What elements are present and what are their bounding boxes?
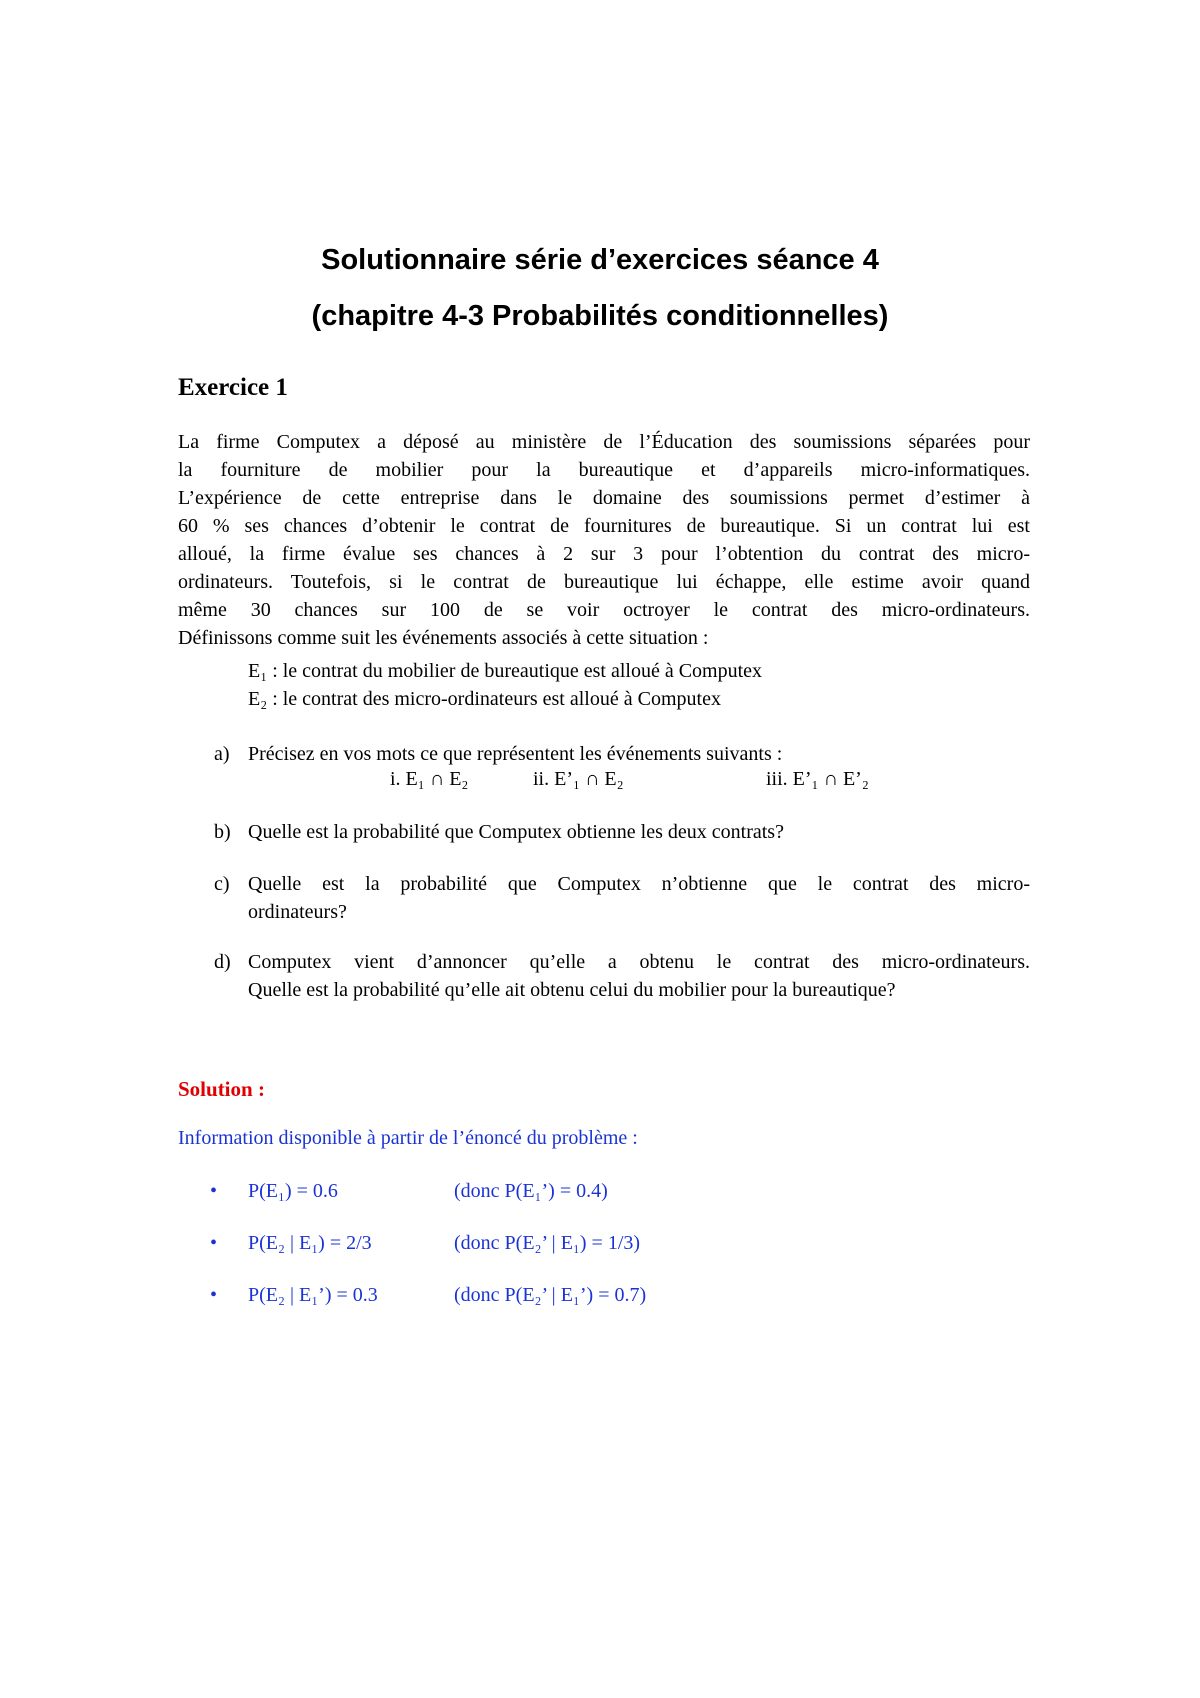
statement-line: alloué, la firme évalue ses chances à 2 sur 3 pour l’obtention du contrat des micro- [178,543,1030,565]
bullet-icon: • [210,1180,218,1202]
question-text [248,870,1030,926]
solution-heading: Solution : [178,1077,265,1101]
bullet-icon: • [210,1284,218,1306]
sub-item-ii: ii. E’₁ ∩ E₂ [533,768,624,790]
statement-line: la fourniture de mobilier pour la bureautique et d’appareils micro-informatiques. [178,459,1030,481]
page-subtitle: (chapitre 4-3 Probabilités conditionnelles) [311,300,889,332]
question-text: Précisez en vos mots ce que représentent les événements suivants : [248,743,783,765]
event-definition-e1: E₁ : le contrat du mobilier de bureautique est alloué à Computex [248,660,763,682]
derived-probability: (donc P(E₁’) = 0.4) [454,1180,608,1202]
sub-item-i: i. E₁ ∩ E₂ [390,768,469,790]
derived-probability: (donc P(E₂’ | E₁’) = 0.7) [454,1284,647,1306]
info-heading: Information disponible à partir de l’énoncé du problème : [178,1127,638,1149]
page-title: Solutionnaire série d’exercices séance 4 [321,244,879,276]
given-probability: P(E₂ | E₁’) = 0.3 [248,1284,378,1306]
question-line: Quelle est la probabilité qu’elle ait obtenu celui du mobilier pour la bureautique? [248,979,896,1001]
bullet-icon: • [210,1232,218,1254]
statement-line: ordinateurs. Toutefois, si le contrat de bureautique lui échappe, elle estime avoir quand [178,571,1030,593]
question-line: Quelle est la probabilité que Computex n’obtienne que le contrat des micro- [248,873,1030,895]
question-text: Quelle est la probabilité que Computex obtienne les deux contrats? [248,821,784,843]
exercise-heading: Exercice 1 [178,374,288,401]
question-label: d) [214,951,231,973]
question-label: a) [214,743,230,765]
question-label: c) [214,873,230,895]
derived-probability: (donc P(E₂’ | E₁) = 1/3) [454,1232,641,1254]
question-label: b) [214,821,231,843]
statement-line: 60 % ses chances d’obtenir le contrat de fournitures de bureautique. Si un contrat lui est [178,515,1030,537]
statement-line: La firme Computex a déposé au ministère de l’Éducation des soumissions séparées pour [178,431,1030,453]
exercise-statement [178,428,1030,652]
sub-item-iii: iii. E’₁ ∩ E’₂ [766,768,869,790]
question-text [248,948,1030,1004]
statement-line: même 30 chances sur 100 de se voir octroyer le contrat des micro-ordinateurs. [178,599,1030,621]
question-line: ordinateurs? [248,901,347,923]
statement-line: L’expérience de cette entreprise dans le domaine des soumissions permet d’estimer à [178,487,1030,509]
given-probability: P(E₂ | E₁) = 2/3 [248,1232,372,1254]
statement-line: Définissons comme suit les événements associés à cette situation : [178,627,709,649]
given-probability: P(E₁) = 0.6 [248,1180,338,1202]
question-line: Computex vient d’annoncer qu’elle a obtenu le contrat des micro-ordinateurs. [248,951,1030,973]
event-definition-e2: E₂ : le contrat des micro-ordinateurs est alloué à Computex [248,688,721,710]
